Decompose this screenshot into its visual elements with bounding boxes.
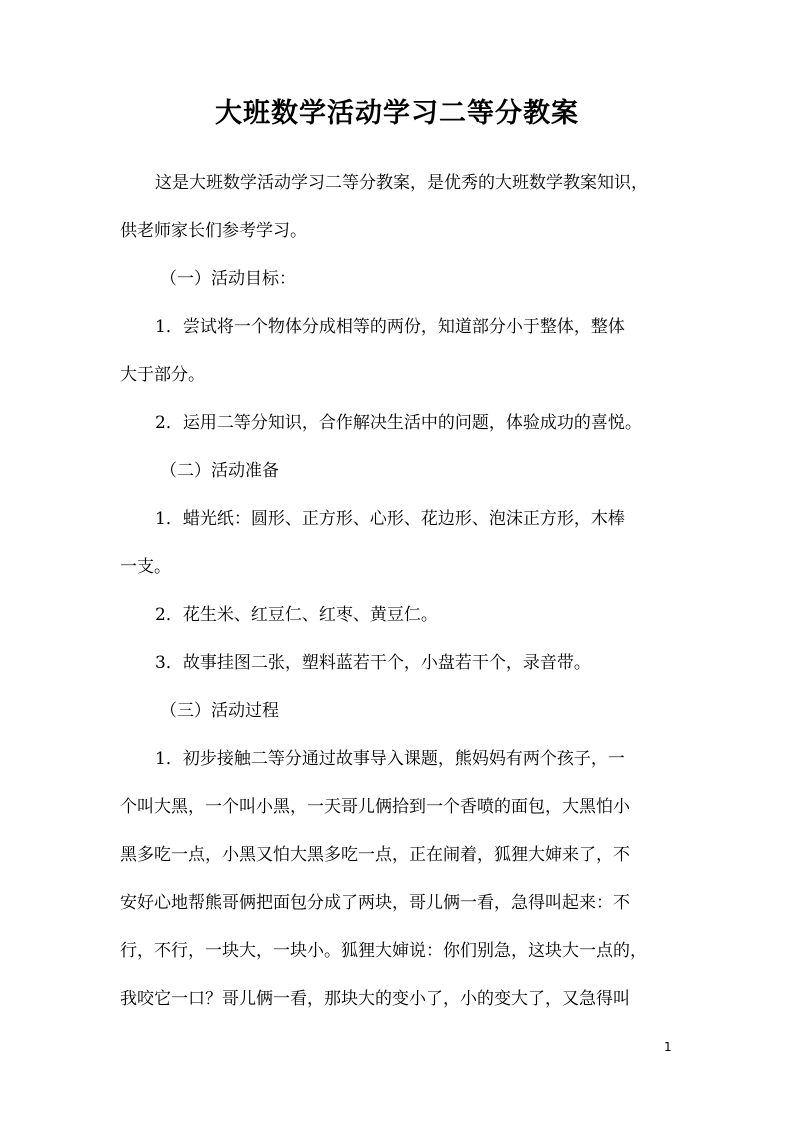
paragraph-intro-line-2: 供老师家长们参考学习。 (120, 221, 307, 241)
process-1-line-1: 1．初步接触二等分通过故事导入课题，熊妈妈有两个孩子，一 (155, 749, 625, 769)
prep-1-line-2: 一支。 (120, 557, 171, 577)
process-1-line-6: 我咬它一口？哥儿俩一看，那块大的变小了，小的变大了，又急得叫 (120, 989, 630, 1009)
section-heading-process: （三）活动过程 (160, 701, 279, 721)
goal-1-line-1: 1．尝试将一个物体分成相等的两份，知道部分小于整体，整体 (155, 317, 625, 337)
goal-1-line-2: 大于部分。 (120, 365, 205, 385)
document-title: 大班数学活动学习二等分教案 (215, 98, 579, 129)
section-heading-goals: （一）活动目标： (160, 269, 296, 289)
process-1-line-3: 黑多吃一点，小黑又怕大黑多吃一点，正在闹着，狐狸大婶来了，不 (120, 845, 630, 865)
prep-1-line-1: 1．蜡光纸：圆形、正方形、心形、花边形、泡沫正方形，木棒 (155, 509, 625, 529)
page-number: 1 (664, 1040, 672, 1054)
prep-3-line-1: 3．故事挂图二张，塑料蓝若干个，小盘若干个，录音带。 (155, 653, 591, 673)
process-1-line-4: 安好心地帮熊哥俩把面包分成了两块，哥儿俩一看，急得叫起来：不 (120, 893, 630, 913)
process-1-line-5: 行，不行，一块大，一块小。狐狸大婶说：你们别急，这块大一点的， (120, 941, 647, 961)
prep-2-line-1: 2．花生米、红豆仁、红枣、黄豆仁。 (155, 605, 438, 625)
process-1-line-2: 个叫大黑，一个叫小黑，一天哥儿俩拾到一个香喷的面包，大黑怕小 (120, 797, 630, 817)
section-heading-preparation: （二）活动准备 (160, 461, 279, 481)
goal-2-line-1: 2．运用二等分知识，合作解决生活中的问题，体验成功的喜悦。 (155, 413, 642, 433)
paragraph-intro-line-1: 这是大班数学活动学习二等分教案，是优秀的大班数学教案知识， (155, 173, 648, 193)
